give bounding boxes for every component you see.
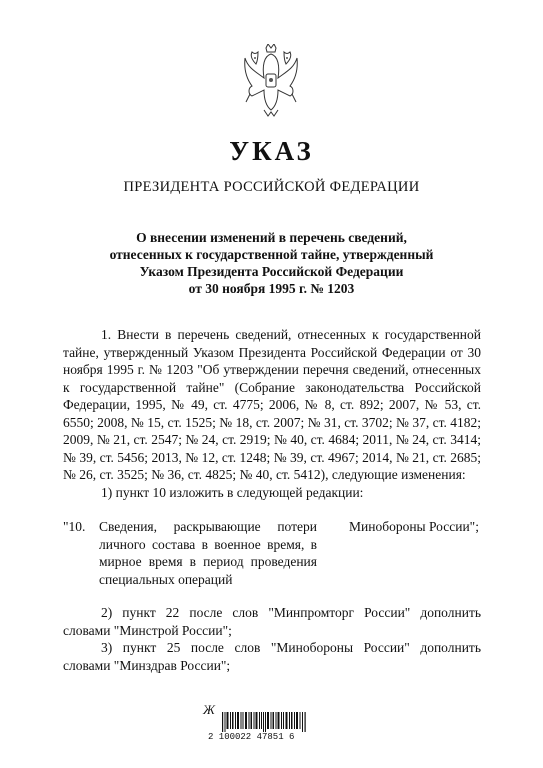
heading-line: от 30 ноября 1995 г. № 1203: [188, 281, 355, 296]
item-1-paragraph: 1. Внести в перечень сведений, отнесенных к государственной тайне, утвержденный Указом Президента Российской Федерации от 30 ноября 1995 г. № 1203 "Об утверждении перечня сведений, отнесенных к государственной тайне" (Собрание законодательства Российской Федерации, 1995, № 49, ст. 4775; 2006, № 8, ст. 892; 2007, № 53, ст. 6550; 2008, № 15, ст. 1525; № 18, ст. 2007; № 31, ст. 3702; № 37, ст. 4182; 2009, № 21, ст. 2547; № 24, ст. 2919; № 40, ст. 4684; 2011, № 24, ст. 3414; № 39, ст. 5456; 2013, № 12, ст. 1248; № 39, ст. 4967; 2014, № 21, ст. 2685; № 26, ст. 3525; № 36, ст. 4825; № 40, ст. 5412), следующие изменения:: [63, 327, 481, 482]
entry-number: "10.: [63, 519, 86, 534]
entry-authority: Минобороны России";: [349, 519, 479, 534]
heading-line: О внесении изменений в перечень сведений,: [136, 230, 407, 245]
subitem-2-paragraph: 2) пункт 22 после слов "Минпромторг России" дополнить словами "Минстрой России";: [63, 605, 481, 638]
entry-description: Сведения, раскрывающие потери личного состава в военное время, в мирное время в период проведения специальных операций: [99, 519, 317, 587]
subitem-2-block: [63, 604, 481, 639]
subitem-3-block: [63, 639, 481, 674]
heading-line: Указом Президента Российской Федерации: [139, 264, 404, 279]
barcode-icon: [222, 712, 308, 732]
double-headed-eagle-emblem-icon: [242, 44, 300, 124]
subitem-1-paragraph: 1) пункт 10 изложить в следующей редакции:: [101, 484, 364, 500]
document-title: УКАЗ: [229, 136, 314, 166]
registration-mark: Ж: [203, 702, 215, 717]
document-subtitle: ПРЕЗИДЕНТА РОССИЙСКОЙ ФЕДЕРАЦИИ: [123, 179, 420, 195]
subitem-3-paragraph: 3) пункт 25 после слов "Минобороны России" дополнить словами "Минздрав России";: [63, 640, 481, 673]
decree-heading: [0, 229, 543, 297]
barcode-number: 2 100022 47851 6: [208, 732, 295, 742]
heading-line: отнесенных к государственной тайне, утвержденный: [109, 247, 434, 262]
decree-body: [63, 326, 481, 501]
